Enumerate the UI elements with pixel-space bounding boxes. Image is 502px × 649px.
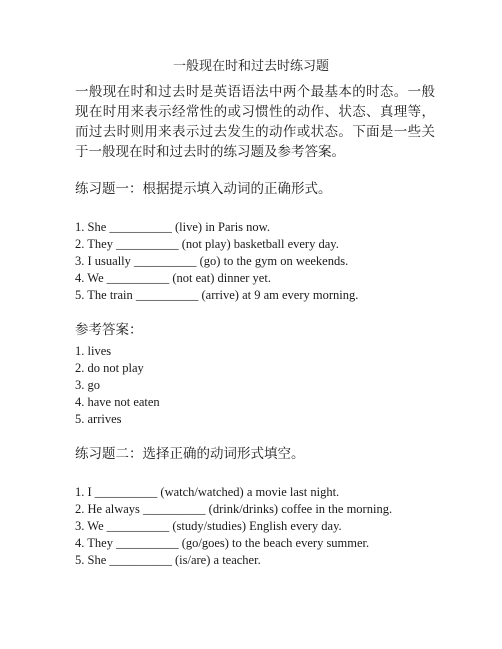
question-item: 3. I usually __________ (go) to the gym on weekends.	[75, 254, 349, 268]
answers-1-list	[75, 343, 160, 428]
question-item: 4. We __________ (not eat) dinner yet.	[75, 271, 271, 285]
exercise-2-heading: 练习题二：选择正确的动词形式填空。	[75, 446, 305, 462]
answers-1-heading: 参考答案：	[75, 322, 143, 338]
question-item: 2. They __________ (not play) basketball every day.	[75, 237, 339, 251]
question-item: 1. She __________ (live) in Paris now.	[75, 220, 271, 234]
answer-item: 2. do not play	[75, 361, 144, 375]
answer-item: 4. have not eaten	[75, 395, 160, 409]
answer-item: 3. go	[75, 378, 100, 392]
question-item: 3. We __________ (study/studies) English every day.	[75, 519, 342, 533]
answer-item: 5. arrives	[75, 412, 122, 426]
question-item: 4. They __________ (go/goes) to the beach every summer.	[75, 536, 370, 550]
exercise-1-questions	[75, 219, 358, 304]
intro-paragraph: 一般现在时和过去时是英语语法中两个最基本的时态。一般现在时用来表示经常性的或习惯性的动作、状态、真理等，而过去时则用来表示过去发生的动作或状态。下面是一些关于一般现在时和过去时的练习题及参考答案。	[75, 84, 435, 160]
answer-item: 1. lives	[75, 344, 112, 358]
exercise-2-questions	[75, 484, 392, 569]
question-item: 5. She __________ (is/are) a teacher.	[75, 553, 261, 567]
question-item: 1. I __________ (watch/watched) a movie last night.	[75, 485, 340, 499]
document-title: 一般现在时和过去时练习题	[172, 59, 329, 74]
question-item: 2. He always __________ (drink/drinks) coffee in the morning.	[75, 502, 393, 516]
question-item: 5. The train __________ (arrive) at 9 am every morning.	[75, 288, 359, 302]
exercise-1-heading: 练习题一：根据提示填入动词的正确形式。	[75, 181, 332, 197]
